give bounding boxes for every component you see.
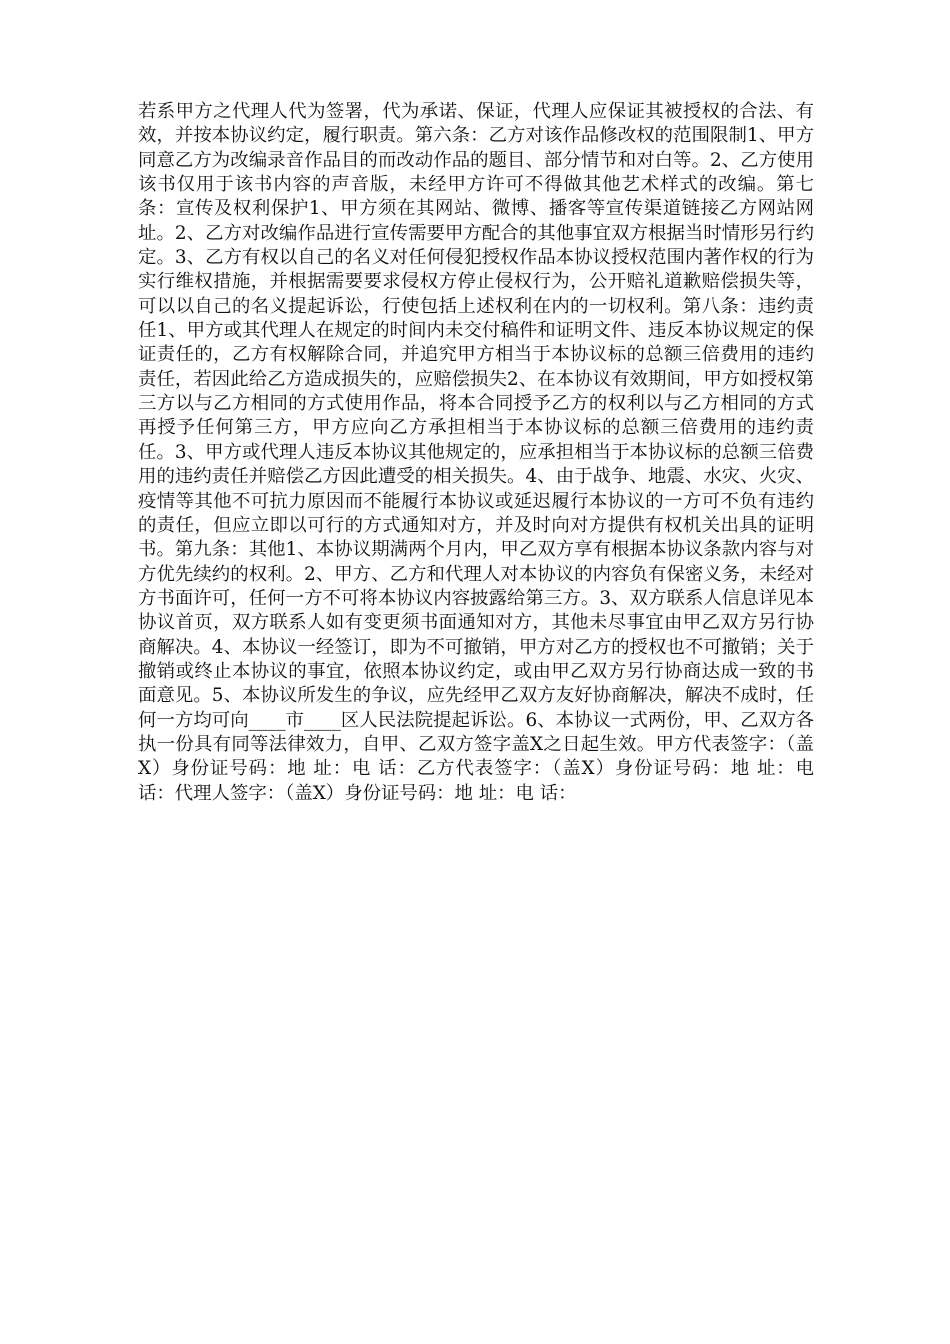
agreement-body-text: 若系甲方之代理人代为签署，代为承诺、保证，代理人应保证其被授权的合法、有效，并按本协议约定，履行职责。第六条：乙方对该作品修改权的范围限制1、甲方同意乙方为改编录音作品目的而改动作品的题目、部分情节和对白等。2、乙方使用该书仅用于该书内容的声音版，未经甲方许可不得做其他艺术样式的改编。第七条：宣传及权利保护1、甲方须在其网站、微博、播客等宣传渠道链接乙方网站网址。2、乙方对改编作品进行宣传需要甲方配合的其他事宜双方根据当时情形另行约定。3、乙方有权以自己的名义对任何侵犯授权作品本协议授权范围内著作权的行为实行维权措施，并根据需要要求侵权方停止侵权行为，公开赔礼道歉赔偿损失等，可以以自己的名义提起诉讼，行使包括上述权利在内的一切权利。第八条：违约责任1、甲方或其代理人在规定的时间内未交付稿件和证明文件、违反本协议规定的保证责任的，乙方有权解除合同，并追究甲方相当于本协议标的总额三倍费用的违约责任，若因此给乙方造成损失的，应赔偿损失2、在本协议有效期间，甲方如授权第三方以与乙方相同的方式使用作品，将本合同授予乙方的权利以与乙方相同的方式再授予任何第三方，甲方应向乙方承担相当于本协议标的总额三倍费用的违约责任。3、甲方或代理人违反本协议其他规定的，应承担相当于本协议标的总额三倍费用的违约责任并赔偿乙方因此遭受的相关损失。4、由于战争、地震、水灾、火灾、疫情等其他不可抗力原因而不能履行本协议或延迟履行本协议的一方可不负有违约的责任，但应立即以可行的方式通知对方，并及时向对方提供有权机关出具的证明书。第九条：其他1、本协议期满两个月内，甲乙双方享有根据本协议条款内容与对方优先续约的权利。2、甲方、乙方和代理人对本协议的内容负有保密义务，未经对方书面许可，任何一方不可将本协议内容披露给第三方。3、双方联系人信息详见本协议首页，双方联系人如有变更须书面通知对方，其他未尽事宜由甲乙双方另行协商解决。4、本协议一经签订，即为不可撤销，甲方对乙方的授权也不可撤销；关于撤销或终止本协议的事宜，依照本协议约定，或由甲乙双方另行协商达成一致的书面意见。5、本协议所发生的争议，应先经甲乙双方友好协商解决，解决不成时，任何一方均可向____市____区人民法院提起诉讼。6、本协议一式两份，甲、乙双方各执一份具有同等法律效力，自甲、乙双方签字盖X之日起生效。甲方代表签字：（盖X）身份证号码：地 址：电 话：乙方代表签字：（盖X）身份证号码：地 址：电 话：代理人签字：（盖X）身份证号码：地 址：电 话： (138, 101, 814, 804)
